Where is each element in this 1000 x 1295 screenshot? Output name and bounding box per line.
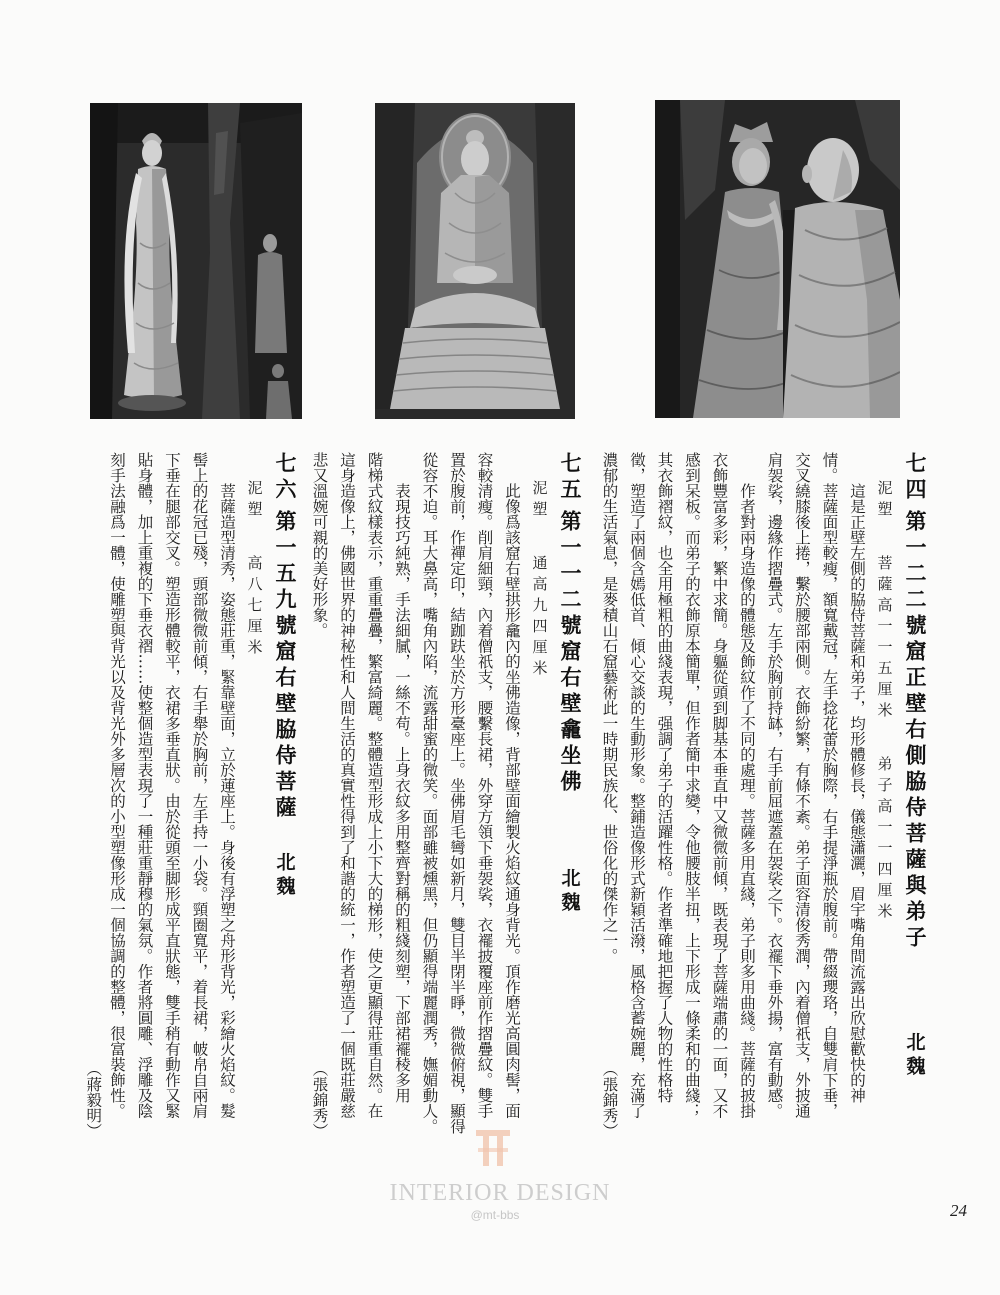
text-line: 悲又溫婉可親的美好形象。 (310, 452, 329, 638)
text-column (733, 452, 761, 1138)
text-column (388, 452, 416, 1138)
text-line: 徵，塑造了兩個含嫣低首、傾心交談的生動形象。整鋪造像形式新穎活潑，風格含蓄婉麗，充滿了 (628, 452, 646, 1119)
entry-body (83, 452, 241, 1138)
text-line: 這是正壁左側的脇侍菩薩和弟子，均形體修長，儀態瀟灑，眉宇嘴角間流露出欣慰歡快的神 (848, 483, 866, 1103)
entry-specs (870, 452, 900, 1138)
entry-dimension: 高八七厘米 (245, 555, 264, 660)
text-line: 表現技巧純熟，手法細膩，一絲不苟。上身衣紋多用整齊對稱的粗綫刻塑，下部裙襬稜多用 (393, 483, 411, 1103)
entry-title: 第一一二號窟右壁龕坐佛 (558, 510, 583, 796)
text-column (498, 452, 526, 1138)
entry-heading (900, 452, 930, 1138)
entry-dynasty: 北魏 (273, 852, 296, 900)
text-column (415, 452, 443, 1138)
author-column (83, 452, 103, 1138)
watermark-handle: @mt-bbs (470, 1208, 520, 1222)
text-column (843, 452, 871, 1138)
entry-dimension: 通高九四厘米 (530, 555, 549, 681)
text-line: 衣飾豐富多彩，繁中求簡。身軀從頭到脚基本垂直中又微微前傾，既表現了菩薩端肅的一面，又不 (710, 452, 729, 1119)
text-line: 其衣飾褶紋，也全用極粗的曲綫表現，强調了弟子的活躍性格。作者準確地把握了人物的性格特 (655, 452, 674, 1103)
entry-number: 七五 (558, 452, 583, 504)
text-column (158, 452, 186, 1138)
text-line: 肩袈裟，邊緣作摺疊式。左手於胸前持缽，右手前屈遮蓋在袈裟之下。衣襬下垂外揚，富有動感。 (765, 452, 784, 1119)
text-column (650, 452, 678, 1138)
photo-standing-bodhisattva (90, 103, 302, 419)
entry-body (305, 452, 525, 1138)
text-column (443, 452, 471, 1138)
text-column (705, 452, 733, 1138)
entry-heading (555, 452, 585, 1138)
text-column (213, 452, 241, 1138)
text-line: 貼身體，加上重複的下垂衣褶……使整個造型表現了一種莊重靜穆的氣氛。作者將圓雕、浮雕及陰 (135, 452, 154, 1119)
text-line: 情。菩薩面型較瘦，額寬戴冠，左手捻花蕾於胸際，右手提淨瓶於腹前。帶綴瓔珞，自雙肩下垂， (820, 452, 839, 1119)
entry-number: 七六 (273, 452, 298, 504)
entry-specs (240, 452, 270, 1138)
text-line: 階梯式紋樣表示，重重疊疊，繁富綺麗。整體造型形成上小下大的梯形，使之更顯得莊重自然。在 (365, 452, 384, 1119)
entry-dynasty: 北魏 (558, 868, 581, 916)
entry-material: 泥塑 (245, 480, 264, 522)
author-credit: （張錦秀） (310, 1060, 329, 1138)
photo-seated-buddha (375, 103, 575, 419)
photo-bodhisattva-and-disciple-image (655, 100, 900, 418)
text-column (130, 452, 158, 1138)
entry-dimension: 菩薩高一一五厘米 (875, 555, 894, 723)
photo-standing-bodhisattva-image (90, 103, 302, 419)
page-number: 24 (950, 1201, 967, 1220)
text-line: 作者對兩身造像的體態及飾紋作了不同的處理。菩薩多用直綫，弟子則多用曲綫。菩薩的披掛 (738, 483, 756, 1119)
text-column (595, 452, 623, 1138)
photo-bodhisattva-and-disciple (655, 100, 900, 418)
author-credit: （蔣毅明） (84, 1060, 103, 1138)
text-column (333, 452, 361, 1138)
text-line: 刻手法融爲一體，使雕塑與背光以及背光外多層次的小型塑像形成一個協調的整體，很富裝飾性。 (108, 452, 126, 1119)
text-column (470, 452, 498, 1138)
entry-specs (525, 452, 555, 1138)
entry-75 (305, 452, 585, 1138)
photo-seated-buddha-image (375, 103, 575, 419)
watermark-logo (474, 1128, 512, 1168)
text-line: 濃郁的生活氣息，是麥積山石窟藝術此一時期民族化、世俗化的傑作之一。 (600, 452, 619, 964)
entry-76 (83, 452, 301, 1138)
entry-74 (595, 452, 930, 1138)
text-column (185, 452, 213, 1138)
entry-number: 七四 (903, 452, 928, 504)
text-line: 菩薩造型清秀，姿態莊重，緊靠壁面，立於蓮座上。身後有浮塑之舟形背光，彩繪火焰紋。髮 (218, 483, 236, 1119)
text-line: 交叉繞膝後上捲，繫於腰部兩側。衣飾紛繁，有條不紊。弟子面容清俊秀潤，內着僧祇支，外披通 (793, 452, 811, 1119)
author-credit: （張錦秀） (600, 1060, 619, 1138)
text-line: 容較清瘦。削肩細頸，內着僧祇支，腰繫長裙，外穿方領下垂袈裟，衣襬披覆座前作摺疊紋。雙手 (475, 452, 494, 1119)
text-line: 此像爲該窟右壁拱形龕內的坐佛造像，背部壁面繪製火焰紋通身背光。頂作磨光高圓肉髻，面 (503, 483, 521, 1119)
text-column (305, 452, 333, 1138)
entry-material: 泥塑 (875, 480, 894, 522)
entry-dynasty: 北魏 (903, 1032, 926, 1080)
entry-body (595, 452, 870, 1138)
entry-title: 第一二二號窟正壁右側脇侍菩薩與弟子 (903, 510, 928, 952)
text-line: 感到呆板。而弟子的衣飾原本簡單，但作者簡中求變，令他腰肢半扭，上下形成一條柔和的曲綫； (683, 452, 701, 1119)
text-column (360, 452, 388, 1138)
text-column (103, 452, 131, 1138)
text-line: 從容不迫。耳大鼻高，嘴角內陷，流露甜蜜的微笑。面部雖被燻黑，但仍顯得端麗潤秀，嫵媚動人。 (420, 452, 439, 1134)
entry-material: 泥塑 (530, 480, 549, 522)
entry-dimension: 弟子高一一四厘米 (875, 756, 894, 924)
watermark-text: INTERIOR DESIGN (389, 1180, 611, 1206)
text-column (678, 452, 706, 1138)
text-line: 髻上的花冠已殘，頭部微微前傾，右手舉於胸前，左手持一小袋。頸圈寬平，着長裙，帔帛自兩肩 (190, 452, 209, 1119)
entry-heading (270, 452, 300, 1138)
text-line: 下垂在腿部交叉。塑造形體較平，衣裙多垂直狀。由於從頭至脚形成平直狀態，雙手稍有動作又緊 (163, 452, 181, 1119)
text-column (760, 452, 788, 1138)
entry-title: 第一五九號窟右壁脇侍菩薩 (273, 510, 298, 822)
text-line: 置於腹前，作禪定印，結跏趺坐於方形臺座上。坐佛眉毛彎如新月，雙目半閉半睜，微微俯視，顯得 (448, 452, 466, 1134)
text-column (788, 452, 816, 1138)
text-line: 這身造像上，佛國世界的神秘性和人間生活的真實性得到了和諧的統一，作者塑造了一個既莊嚴慈 (338, 452, 356, 1119)
text-column (623, 452, 651, 1138)
text-column (815, 452, 843, 1138)
